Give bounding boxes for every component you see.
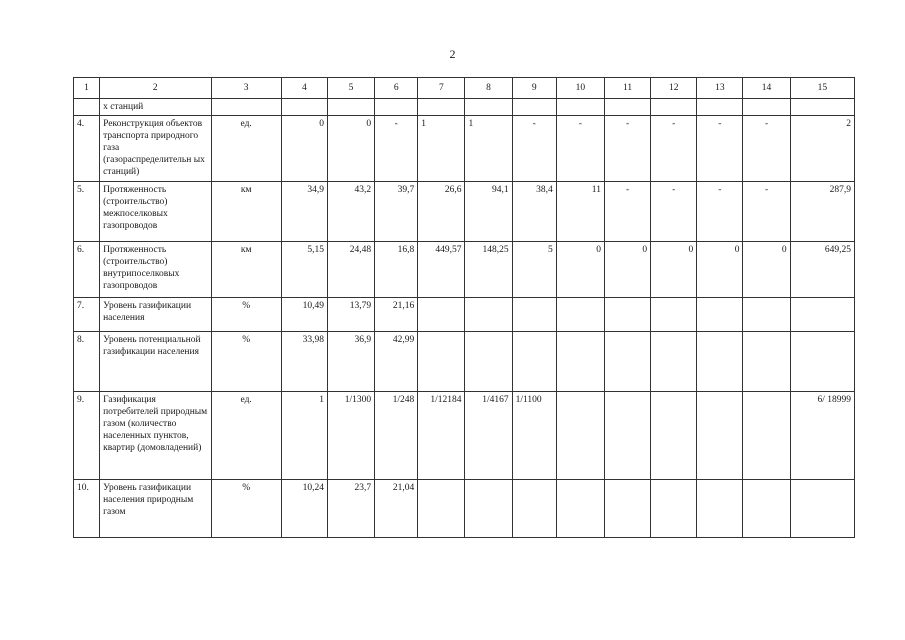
- value-cell: 1: [418, 116, 465, 182]
- value-cell: -: [604, 116, 650, 182]
- table-row: [74, 332, 855, 392]
- column-header: 6: [375, 78, 418, 99]
- row-number: 6.: [74, 242, 100, 298]
- value-cell: 5,15: [281, 242, 327, 298]
- value-cell: [790, 332, 854, 392]
- gasification-table: [73, 77, 855, 538]
- value-cell: [465, 480, 512, 538]
- row-number: 4.: [74, 116, 100, 182]
- value-cell: [790, 480, 854, 538]
- column-header: 9: [512, 78, 556, 99]
- value-cell: [697, 99, 743, 116]
- value-cell: 21,04: [375, 480, 418, 538]
- value-cell: 1/1100: [512, 392, 556, 480]
- value-cell: -: [375, 116, 418, 182]
- value-cell: -: [651, 116, 697, 182]
- value-cell: [651, 392, 697, 480]
- value-cell: [697, 480, 743, 538]
- value-cell: 1/12184: [418, 392, 465, 480]
- value-cell: [743, 480, 790, 538]
- value-cell: [418, 298, 465, 332]
- value-cell: [556, 332, 604, 392]
- value-cell: [556, 392, 604, 480]
- value-cell: 0: [556, 242, 604, 298]
- value-cell: 23,7: [327, 480, 374, 538]
- value-cell: 0: [651, 242, 697, 298]
- indicator-name: Протяженность (строительство) межпоселковых газопроводов: [100, 182, 211, 242]
- value-cell: -: [743, 116, 790, 182]
- unit-cell: %: [211, 298, 281, 332]
- value-cell: [743, 99, 790, 116]
- row-number: 9.: [74, 392, 100, 480]
- value-cell: [604, 392, 650, 480]
- table-row: [74, 182, 855, 242]
- value-cell: 24,48: [327, 242, 374, 298]
- value-cell: 43,2: [327, 182, 374, 242]
- value-cell: 13,79: [327, 298, 374, 332]
- column-header: 3: [211, 78, 281, 99]
- value-cell: [418, 332, 465, 392]
- value-cell: 26,6: [418, 182, 465, 242]
- column-header: 2: [100, 78, 211, 99]
- indicator-name: Газификация потребителей природным газом (количество населенных пунктов, квартир (домовладений): [100, 392, 211, 480]
- table-row: [74, 392, 855, 480]
- value-cell: -: [743, 182, 790, 242]
- row-number: 7.: [74, 298, 100, 332]
- value-cell: [512, 332, 556, 392]
- value-cell: -: [556, 116, 604, 182]
- table-row: [74, 116, 855, 182]
- unit-cell: ед.: [211, 116, 281, 182]
- value-cell: 0: [327, 116, 374, 182]
- column-header: 11: [604, 78, 650, 99]
- unit-cell: %: [211, 332, 281, 392]
- unit-cell: %: [211, 480, 281, 538]
- value-cell: [418, 480, 465, 538]
- value-cell: 36,9: [327, 332, 374, 392]
- value-cell: [465, 298, 512, 332]
- value-cell: [375, 99, 418, 116]
- value-cell: 1: [465, 116, 512, 182]
- value-cell: [512, 298, 556, 332]
- value-cell: 10,49: [281, 298, 327, 332]
- value-cell: [697, 298, 743, 332]
- column-header: 4: [281, 78, 327, 99]
- value-cell: [651, 99, 697, 116]
- value-cell: 6/ 18999: [790, 392, 854, 480]
- value-cell: 21,16: [375, 298, 418, 332]
- indicator-name: Уровень газификации населения: [100, 298, 211, 332]
- table-row: [74, 298, 855, 332]
- value-cell: [327, 99, 374, 116]
- row-number: 5.: [74, 182, 100, 242]
- value-cell: [418, 99, 465, 116]
- column-header: 14: [743, 78, 790, 99]
- column-header: 7: [418, 78, 465, 99]
- table-row: [74, 480, 855, 538]
- indicator-name: х станций: [100, 99, 211, 116]
- column-header: 8: [465, 78, 512, 99]
- column-header: 15: [790, 78, 854, 99]
- row-number: 8.: [74, 332, 100, 392]
- value-cell: 10,24: [281, 480, 327, 538]
- value-cell: [465, 99, 512, 116]
- value-cell: -: [697, 182, 743, 242]
- indicator-name: Протяженность (строительство) внутрипоселковых газопроводов: [100, 242, 211, 298]
- value-cell: [743, 298, 790, 332]
- value-cell: [604, 99, 650, 116]
- value-cell: 649,25: [790, 242, 854, 298]
- value-cell: 0: [743, 242, 790, 298]
- value-cell: [281, 99, 327, 116]
- value-cell: 5: [512, 242, 556, 298]
- value-cell: 42,99: [375, 332, 418, 392]
- value-cell: 34,9: [281, 182, 327, 242]
- indicator-name: Реконструкция объектов транспорта природного газа (газораспределительн ых станций): [100, 116, 211, 182]
- value-cell: 33,98: [281, 332, 327, 392]
- value-cell: [743, 392, 790, 480]
- value-cell: 16,8: [375, 242, 418, 298]
- value-cell: 94,1: [465, 182, 512, 242]
- column-header: 12: [651, 78, 697, 99]
- value-cell: [604, 332, 650, 392]
- value-cell: [651, 332, 697, 392]
- column-header: 10: [556, 78, 604, 99]
- value-cell: [790, 99, 854, 116]
- column-header: 1: [74, 78, 100, 99]
- value-cell: -: [512, 116, 556, 182]
- unit-cell: км: [211, 182, 281, 242]
- value-cell: -: [604, 182, 650, 242]
- column-header: 5: [327, 78, 374, 99]
- value-cell: 2: [790, 116, 854, 182]
- value-cell: [556, 480, 604, 538]
- value-cell: 449,57: [418, 242, 465, 298]
- value-cell: [465, 332, 512, 392]
- row-number: 10.: [74, 480, 100, 538]
- value-cell: 1/248: [375, 392, 418, 480]
- value-cell: 0: [281, 116, 327, 182]
- table-row: [74, 242, 855, 298]
- value-cell: [604, 298, 650, 332]
- value-cell: 0: [697, 242, 743, 298]
- value-cell: -: [651, 182, 697, 242]
- page-number: 2: [449, 47, 456, 61]
- value-cell: [512, 99, 556, 116]
- indicator-name: Уровень потенциальной газификации населения: [100, 332, 211, 392]
- value-cell: [790, 298, 854, 332]
- row-number: [74, 99, 100, 116]
- value-cell: 11: [556, 182, 604, 242]
- value-cell: [556, 298, 604, 332]
- table-header-row: [74, 78, 855, 99]
- value-cell: [743, 332, 790, 392]
- value-cell: -: [697, 116, 743, 182]
- value-cell: [556, 99, 604, 116]
- value-cell: 1/4167: [465, 392, 512, 480]
- value-cell: 148,25: [465, 242, 512, 298]
- value-cell: [604, 480, 650, 538]
- value-cell: 1: [281, 392, 327, 480]
- column-header: 13: [697, 78, 743, 99]
- value-cell: 0: [604, 242, 650, 298]
- value-cell: 38,4: [512, 182, 556, 242]
- value-cell: [697, 392, 743, 480]
- value-cell: [512, 480, 556, 538]
- table-row: [74, 99, 855, 116]
- indicator-name: Уровень газификации населения природным газом: [100, 480, 211, 538]
- value-cell: 287,9: [790, 182, 854, 242]
- unit-cell: км: [211, 242, 281, 298]
- value-cell: 1/1300: [327, 392, 374, 480]
- unit-cell: ед.: [211, 392, 281, 480]
- unit-cell: [211, 99, 281, 116]
- value-cell: 39,7: [375, 182, 418, 242]
- value-cell: [651, 298, 697, 332]
- value-cell: [651, 480, 697, 538]
- value-cell: [697, 332, 743, 392]
